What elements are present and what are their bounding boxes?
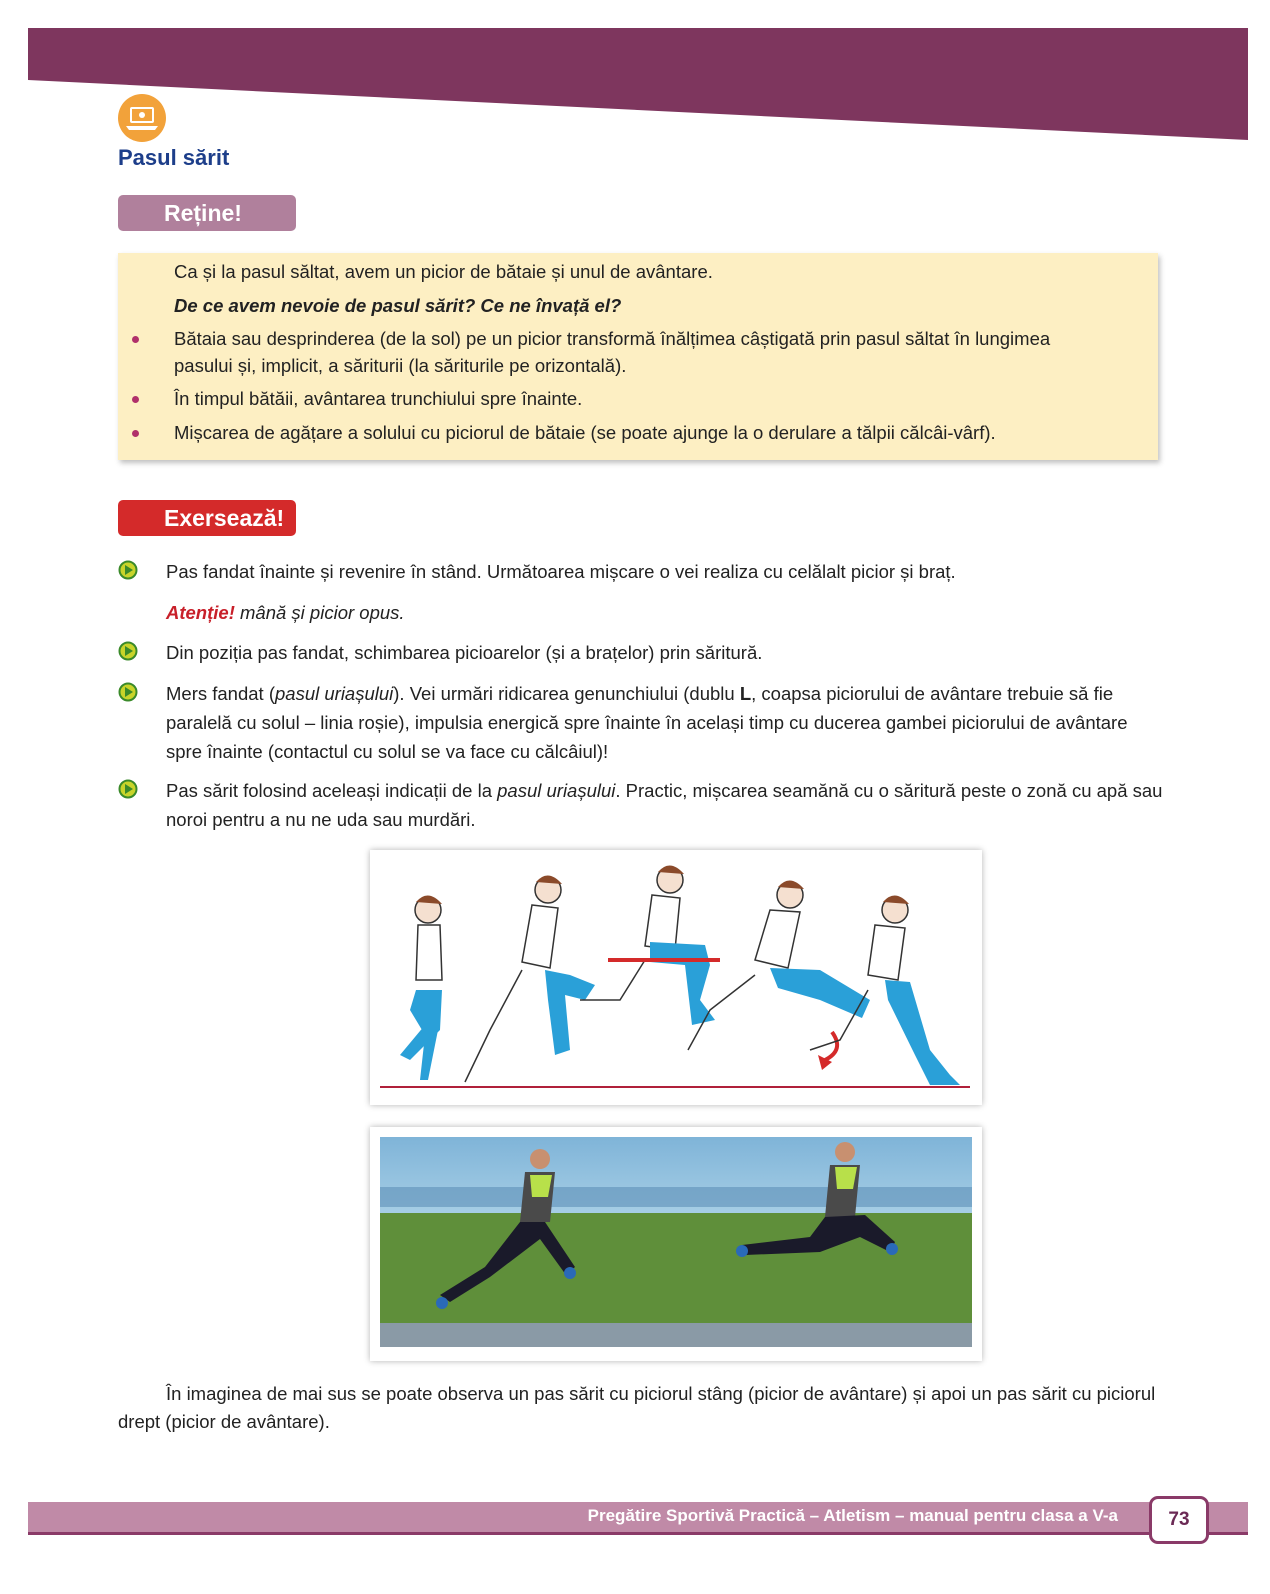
text: Mers fandat ( — [166, 683, 275, 704]
stride-sequence-drawing — [370, 850, 982, 1105]
play-bullet-icon — [118, 641, 138, 661]
page-number: 73 — [1149, 1496, 1209, 1544]
retine-note — [118, 253, 1158, 460]
exerseaza-tag: Exersează! — [118, 500, 296, 536]
play-bullet-icon — [118, 779, 138, 799]
stride-photo — [370, 1127, 982, 1361]
text-bold: L — [739, 683, 752, 704]
note-bullet-1a: Bătaia sau desprinderea (de la sol) pe un picior transformă înălțimea câștigată prin pasul săltat în lungimea — [174, 328, 1051, 349]
play-bullet-icon — [118, 560, 138, 580]
exercise-item-1: Pas fandat înainte și revenire în stând. Următoarea mișcare o vei realiza cu celălalt picior și braț. — [166, 561, 956, 582]
play-bullet-icon — [118, 682, 138, 702]
exercise-item-4 — [166, 776, 1166, 834]
bullet-dot — [132, 336, 139, 343]
laptop-icon — [118, 94, 166, 142]
note-bullet-2: În timpul bătăii, avântarea trunchiului spre înainte. — [174, 388, 583, 409]
atentie-text: mână și picior opus. — [234, 602, 405, 623]
bullet-dot — [132, 396, 139, 403]
atentie-note — [166, 598, 1166, 627]
retine-tag: Reține! — [118, 195, 296, 231]
note-bullet-1b: pasului și, implicit, a săriturii (la săriturile pe orizontală). — [174, 355, 627, 376]
note-bullet-3: Mișcarea de agățare a solului cu piciorul de bătaie (se poate ajunge la o derulare a tălpii călcâi-vârf). — [174, 422, 996, 443]
text: ). Vei urmări ridicarea genunchiului (dublu — [393, 683, 740, 704]
text-italic: pasul uriașului — [497, 780, 616, 801]
text-italic: pasul uriașului — [275, 683, 394, 704]
note-question: De ce avem nevoie de pasul sărit? Ce ne învață el? — [174, 295, 622, 316]
header-banner — [0, 0, 1270, 150]
page-title: Pasul sărit — [118, 145, 230, 170]
footer-text: Pregătire Sportivă Practică – Atletism – manual pentru clasa a V-a — [587, 1506, 1118, 1525]
note-intro: Ca și la pasul săltat, avem un picior de bătaie și unul de avântare. — [174, 261, 713, 282]
figure-caption: În imaginea de mai sus se poate observa un pas sărit cu piciorul stâng (picior de avântare) și apoi un pas sărit cu piciorul drept (picior de avântare). — [118, 1383, 1156, 1432]
exercise-item-2: Din poziția pas fandat, schimbarea picioarelor (și a brațelor) prin săritură. — [166, 642, 763, 663]
footer-bar — [28, 1502, 1248, 1535]
text: . Practic, mișcarea seamănă cu o săritură peste o zonă cu apă sau noroi pentru a nu ne uda sau murdări. — [166, 780, 1163, 830]
exercise-item-3 — [166, 679, 1166, 766]
atentie-label: Atenție! — [166, 602, 235, 623]
bullet-dot — [132, 430, 139, 437]
text: Pas sărit folosind aceleași indicații de la — [166, 780, 498, 801]
text: , coapsa piciorului de avântare trebuie să fie paralelă cu solul – linia roșie), impulsia energică spre înainte în același timp cu ducerea gambei piciorului de avântare spre înainte (contactul cu solul se va face cu călcâiul)! — [166, 683, 1128, 762]
